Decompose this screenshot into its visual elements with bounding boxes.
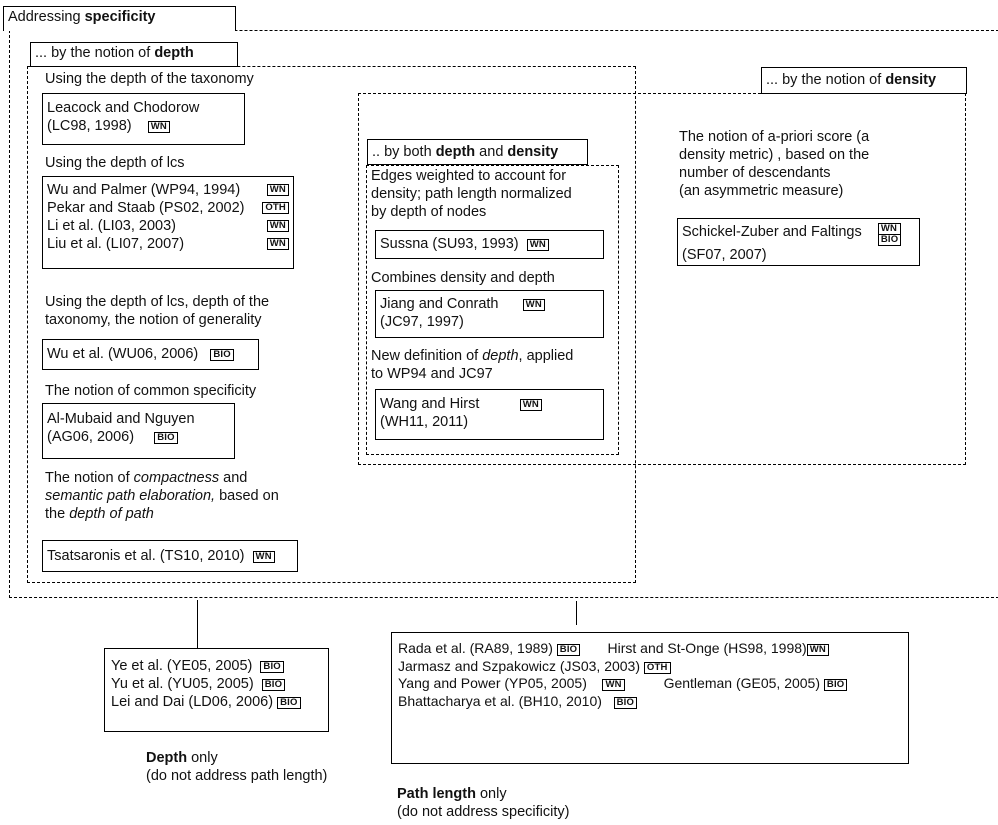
bio-tag: BIO: [277, 697, 301, 709]
combines-label: Combines density and depth: [371, 270, 555, 286]
depth-header-prefix: ... by the notion of: [35, 45, 155, 61]
path-only-box: [391, 632, 909, 764]
apriori-line2: density metric) , based on the: [679, 147, 870, 164]
both-header-bold-depth: depth: [435, 144, 476, 160]
density-header-prefix: ... by the notion of: [766, 72, 886, 88]
js03-text: Jarmasz and Szpakowicz (JS03, 2003): [398, 657, 640, 674]
sf07-line1: Schickel-Zuber and Faltings: [682, 224, 862, 240]
bio-tag: BIO: [260, 661, 284, 673]
ts10-box: [42, 540, 298, 572]
newdef-a: New definition of: [371, 348, 483, 364]
bio-tag: BIO: [154, 432, 178, 444]
depth-header: [30, 42, 238, 67]
wn-tag: WN: [527, 239, 549, 251]
compact-l2a: semantic path elaboration,: [45, 488, 216, 505]
yu05-text: Yu et al. (YU05, 2005): [111, 676, 254, 693]
depth-only-caption-rest: only: [187, 750, 218, 766]
jc97-box: [375, 290, 604, 338]
edges-label: [371, 167, 572, 221]
jc97-line1: Jiang and Conrath: [380, 296, 499, 312]
lc98-line1: Leacock and Chodorow: [47, 100, 200, 116]
su93-box: [375, 230, 604, 259]
compactness-label: [45, 469, 279, 523]
ag06-box: [42, 403, 235, 459]
bio-tag: BIO: [262, 679, 286, 691]
ps02-text: Pekar and Staab (PS02, 2002): [47, 200, 245, 217]
ld06-text: Lei and Dai (LD06, 2006): [111, 694, 274, 711]
compact-l3b: depth of path: [69, 506, 154, 523]
path-only-caption-rest: only: [475, 786, 507, 802]
specificity-title: [3, 6, 236, 31]
depth-only-connector: [197, 600, 198, 648]
wh11-line1: Wang and Hirst: [380, 396, 480, 412]
hs98-text: Hirst and St-Onge (HS98, 1998): [607, 640, 807, 656]
path-only-caption: [397, 785, 569, 821]
bio-tag: BIO: [210, 349, 234, 361]
path-only-caption-bold: Path length: [397, 786, 476, 802]
newdef-b: depth: [482, 348, 519, 364]
depth-only-caption-bold: Depth: [146, 750, 188, 766]
wn-bio-tag-stack: [878, 223, 902, 246]
wn-tag: WN: [267, 238, 289, 250]
compact-l1b: compactness: [133, 470, 220, 486]
apriori-line3: number of descendants: [679, 165, 831, 182]
both-header-prefix: .. by both: [372, 144, 436, 160]
common-specificity-label: The notion of common specificity: [45, 383, 257, 399]
depth-only-box: [104, 648, 329, 732]
depth-only-caption-line2: (do not address path length): [146, 768, 328, 785]
wn-tag: WN: [148, 121, 170, 133]
oth-tag: OTH: [262, 202, 289, 214]
wn-tag: WN: [520, 399, 542, 411]
generality-label: [45, 293, 269, 329]
compact-l1a: The notion of: [45, 470, 134, 486]
ra89-text: Rada et al. (RA89, 1989): [398, 640, 553, 656]
both-header-mid: and: [475, 144, 508, 160]
wh11-box: [375, 389, 604, 440]
specificity-title-prefix: Addressing: [8, 9, 85, 25]
both-header: [367, 139, 588, 165]
newdef-line2: to WP94 and JC97: [371, 366, 493, 383]
depth-only-caption: [146, 749, 327, 785]
oth-tag: OTH: [644, 662, 671, 674]
li03-text: Li et al. (LI03, 2003): [47, 218, 176, 235]
wn-tag: WN: [878, 223, 902, 235]
wu06-text: Wu et al. (WU06, 2006): [47, 346, 199, 362]
ag06-line1: Al-Mubaid and Nguyen: [47, 411, 195, 427]
wn-tag: WN: [807, 644, 829, 656]
bh10-text: Bhattacharya et al. (BH10, 2010): [398, 692, 602, 709]
sf07-box: [677, 218, 920, 266]
apriori-label: [679, 128, 869, 201]
lc98-line2: (LC98, 1998): [47, 118, 132, 135]
path-only-caption-line2: (do not address specificity): [397, 804, 570, 821]
both-header-bold-density: density: [507, 144, 559, 160]
newdef-c: , applied: [518, 348, 574, 364]
newdef-label: [371, 347, 573, 383]
jc97-line2: (JC97, 1997): [380, 314, 464, 331]
su93-text: Sussna (SU93, 1993): [380, 236, 519, 252]
path-only-connector: [576, 601, 577, 625]
ye05-text: Ye et al. (YE05, 2005): [111, 658, 253, 674]
lcs-box: [42, 176, 294, 269]
wn-tag: WN: [267, 184, 289, 196]
wu06-box: [42, 339, 259, 370]
bio-tag: BIO: [557, 644, 581, 656]
edges-line1: Edges weighted to account for: [371, 168, 567, 184]
generality-label-line1: Using the depth of lcs, depth of the: [45, 294, 270, 310]
yp05-text: Yang and Power (YP05, 2005): [398, 675, 587, 691]
edges-line2: density; path length normalized: [371, 186, 572, 203]
ag06-line2: (AG06, 2006): [47, 429, 135, 446]
wp94-text: Wu and Palmer (WP94, 1994): [47, 182, 241, 198]
ts10-text: Tsatsaronis et al. (TS10, 2010): [47, 548, 245, 564]
ge05-text: Gentleman (GE05, 2005): [663, 675, 820, 691]
density-header: [761, 67, 967, 94]
wn-tag: WN: [253, 551, 275, 563]
wn-tag: WN: [267, 220, 289, 232]
compact-l1c: and: [219, 470, 248, 486]
specificity-title-bold: specificity: [84, 9, 156, 25]
compact-l2b: based on: [215, 488, 279, 505]
apriori-line4: (an asymmetric measure): [679, 183, 844, 200]
taxonomy-depth-label: Using the depth of the taxonomy: [45, 71, 254, 87]
lc98-box: [42, 93, 245, 145]
bio-tag: BIO: [824, 679, 848, 691]
wh11-line2: (WH11, 2011): [380, 414, 469, 431]
li07-text: Liu et al. (LI07, 2007): [47, 236, 185, 253]
wn-tag: WN: [523, 299, 545, 311]
sf07-line2: (SF07, 2007): [682, 247, 767, 263]
depth-header-bold: depth: [154, 45, 194, 61]
generality-label-line2: taxonomy, the notion of generality: [45, 312, 262, 329]
apriori-line1: The notion of a-priori score (a: [679, 129, 870, 145]
bio-tag: BIO: [614, 697, 638, 709]
edges-line3: by depth of nodes: [371, 204, 487, 221]
density-header-bold: density: [885, 72, 937, 88]
wn-tag: WN: [602, 679, 624, 691]
lcs-depth-label: Using the depth of lcs: [45, 155, 185, 171]
bio-tag: BIO: [878, 235, 902, 246]
compact-l3a: the: [45, 506, 70, 523]
